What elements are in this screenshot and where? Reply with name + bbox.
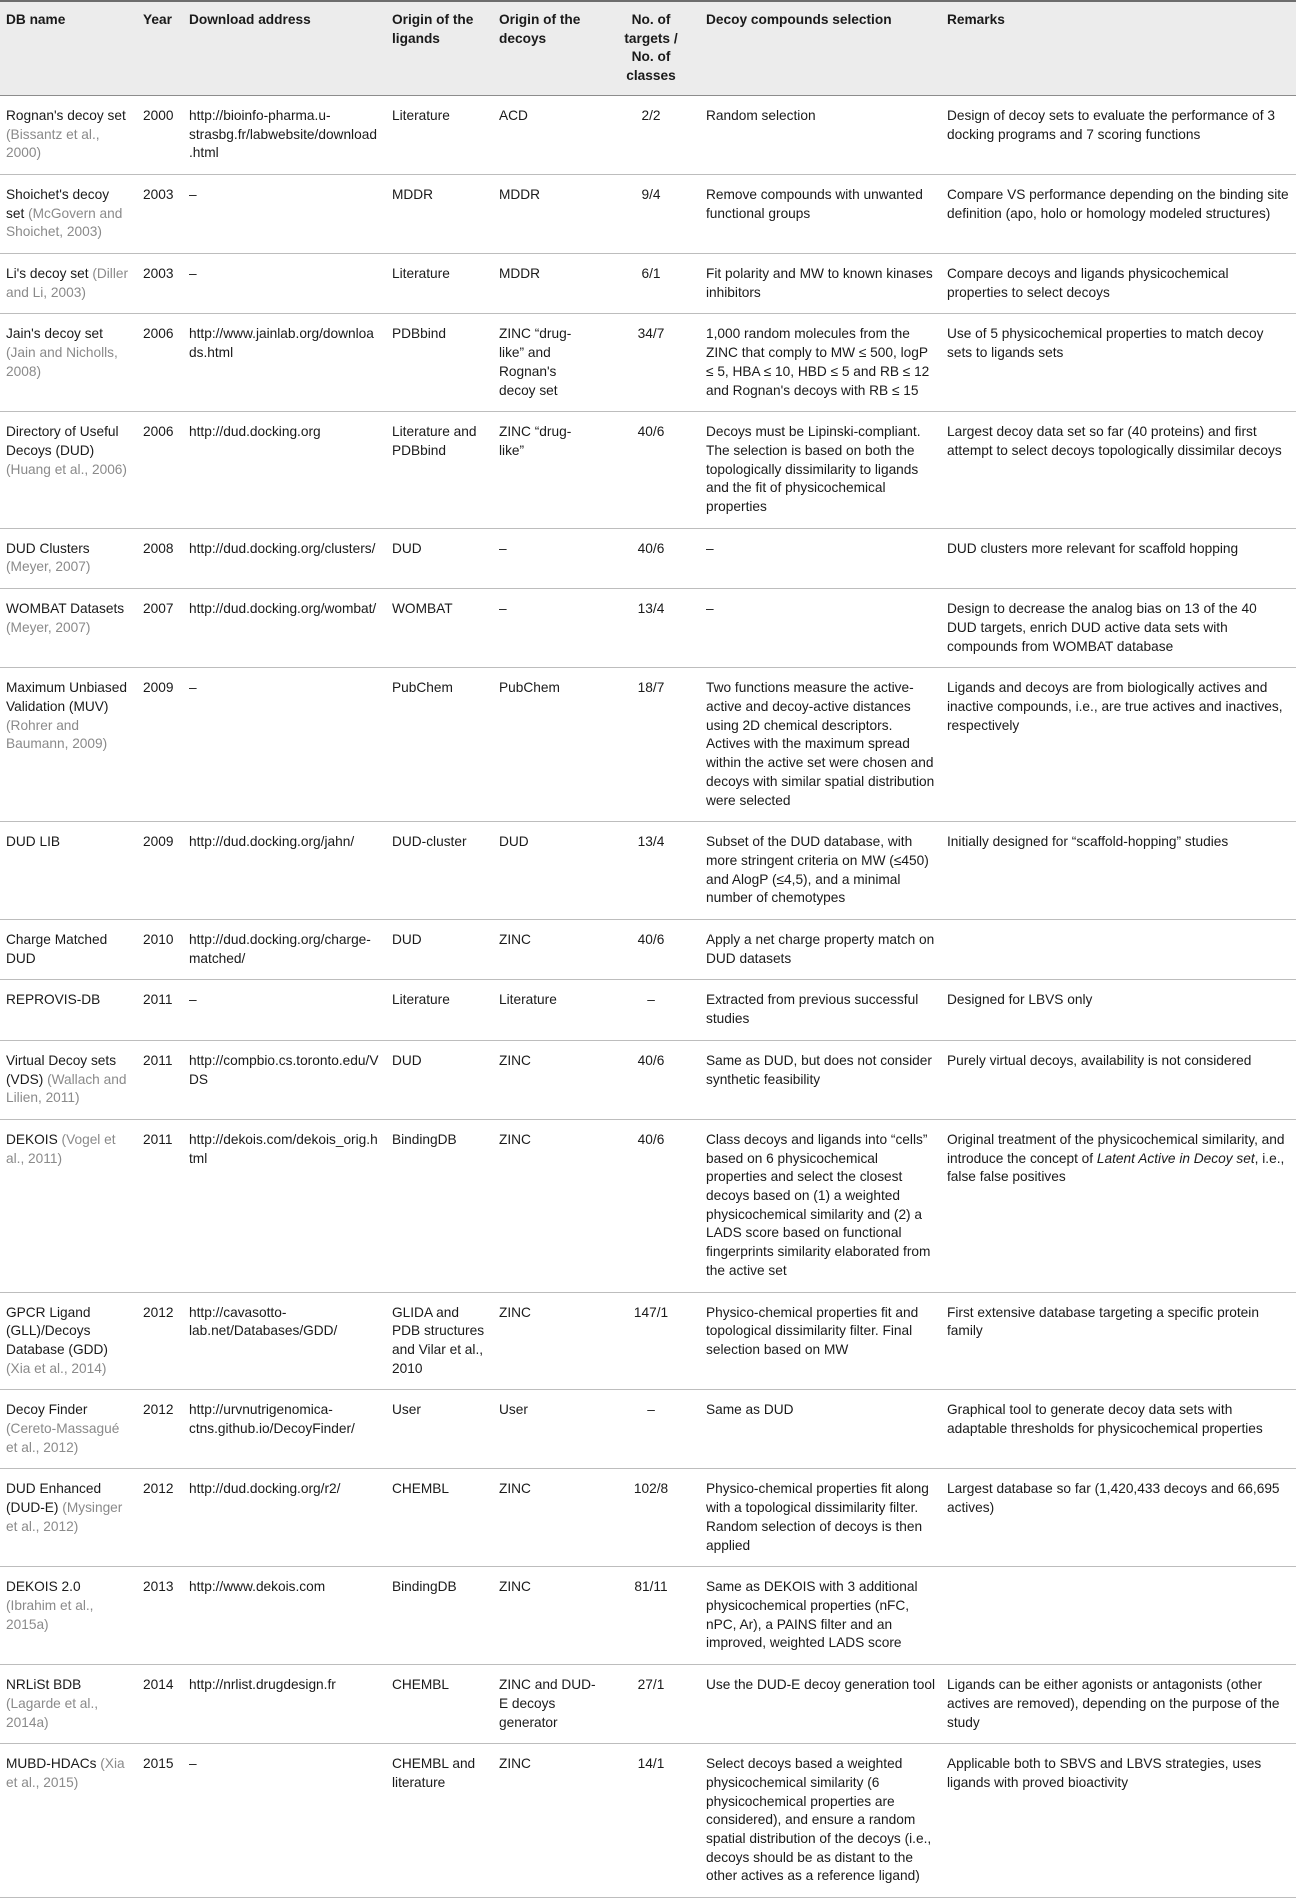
cell-decoy-origin: ZINC bbox=[493, 1567, 602, 1665]
cell-download-address[interactable]: http://dud.docking.org/jahn/ bbox=[183, 822, 386, 920]
column-header-text: Decoy compounds selection bbox=[706, 12, 892, 27]
cell-db-name bbox=[0, 314, 137, 412]
header-row bbox=[0, 1, 1296, 95]
db-name-text: Rognan's decoy set bbox=[6, 107, 126, 123]
cell-remarks bbox=[941, 822, 1296, 920]
cell-remarks bbox=[941, 1040, 1296, 1119]
table-row bbox=[0, 254, 1296, 314]
column-header-text: No. of targets / bbox=[624, 12, 678, 46]
column-header-text: Origin of the bbox=[499, 12, 581, 27]
cell-decoy-selection: Random selection bbox=[700, 95, 941, 174]
cell-remarks bbox=[941, 1567, 1296, 1665]
cell-decoy-origin: Literature bbox=[493, 980, 602, 1040]
cell-download-address[interactable]: http://dud.docking.org bbox=[183, 412, 386, 529]
remarks-text: Largest decoy data set so far (40 proteins) and first attempt to select decoys topologically dissimilar decoys bbox=[947, 424, 1282, 458]
cell-db-name bbox=[0, 528, 137, 588]
cell-ligand-origin: DUD bbox=[386, 920, 493, 980]
table-row bbox=[0, 1469, 1296, 1567]
remarks-text: Graphical tool to generate decoy data sets with adaptable thresholds for physicochemical properties bbox=[947, 1402, 1263, 1437]
db-name-text: Decoy Finder bbox=[6, 1402, 88, 1418]
db-name-text: Jain's decoy set bbox=[6, 326, 103, 342]
cell-decoy-selection: Same as DEKOIS with 3 additional physicochemical properties (nFC, nPC, Ar), a PAINS filter and an improved, weighted LADS score bbox=[700, 1567, 941, 1665]
cell-db-name bbox=[0, 1292, 137, 1390]
cell-decoy-selection: Decoys must be Lipinski-compliant. The selection is based on both the topologically dissimilarity to ligands and the fit of physicochemical properties bbox=[700, 412, 941, 529]
column-header-year bbox=[137, 1, 183, 95]
citation-link[interactable]: (Ibrahim et al., 2015a) bbox=[6, 1598, 94, 1632]
table-row bbox=[0, 1567, 1296, 1665]
cell-remarks bbox=[941, 1390, 1296, 1469]
cell-ligand-origin: BindingDB bbox=[386, 1119, 493, 1292]
citation-link[interactable]: (Vogel et al., 2011) bbox=[6, 1131, 116, 1166]
cell-ligand-origin: CHEMBL bbox=[386, 1665, 493, 1744]
column-header-text: No. of classes bbox=[626, 49, 676, 84]
table-row bbox=[0, 174, 1296, 253]
column-header-targets bbox=[602, 1, 700, 95]
cell-targets-classes: 27/1 bbox=[602, 1665, 700, 1744]
cell-download-address[interactable]: – bbox=[183, 1744, 386, 1898]
cell-year: 2006 bbox=[137, 314, 183, 412]
cell-db-name bbox=[0, 412, 137, 529]
cell-remarks bbox=[941, 1744, 1296, 1898]
column-header-decoys bbox=[493, 1, 602, 95]
cell-download-address[interactable]: http://compbio.cs.toronto.edu/VDS bbox=[183, 1040, 386, 1119]
column-header-name bbox=[0, 1, 137, 95]
cell-download-address[interactable]: http://bioinfo-pharma.u-strasbg.fr/labwebsite/download.html bbox=[183, 95, 386, 174]
table-row bbox=[0, 1292, 1296, 1390]
cell-remarks bbox=[941, 254, 1296, 314]
column-header-text: Download address bbox=[189, 12, 311, 27]
table-row bbox=[0, 1119, 1296, 1292]
cell-decoy-selection: Use the DUD-E decoy generation tool bbox=[700, 1665, 941, 1744]
cell-targets-classes: 6/1 bbox=[602, 254, 700, 314]
cell-decoy-selection: Fit polarity and MW to known kinases inhibitors bbox=[700, 254, 941, 314]
cell-remarks bbox=[941, 668, 1296, 822]
cell-remarks bbox=[941, 1469, 1296, 1567]
column-header-text: DB name bbox=[6, 12, 66, 27]
cell-download-address[interactable]: http://dud.docking.org/charge-matched/ bbox=[183, 920, 386, 980]
cell-db-name bbox=[0, 980, 137, 1040]
citation-link[interactable]: (Meyer, 2007) bbox=[6, 559, 91, 575]
cell-decoy-selection: Same as DUD bbox=[700, 1390, 941, 1469]
db-name-text: Li's decoy set bbox=[6, 266, 93, 282]
remarks-italic-term: Latent Active in Decoy set bbox=[1096, 1150, 1255, 1166]
citation-link[interactable]: (Cereto-Massagué et al., 2012) bbox=[6, 1421, 120, 1455]
cell-decoy-origin: ZINC bbox=[493, 1292, 602, 1390]
remarks-text: Purely virtual decoys, availability is not considered bbox=[947, 1052, 1252, 1068]
remarks-text: Original treatment of the physicochemical similarity, and introduce the concept of bbox=[947, 1131, 1285, 1166]
db-name-text: Virtual Decoy sets (VDS) bbox=[6, 1052, 117, 1087]
table-row bbox=[0, 980, 1296, 1040]
cell-decoy-selection: Subset of the DUD database, with more stringent criteria on MW (≤450) and AlogP (≤4,5), and a minimal number of chemotypes bbox=[700, 822, 941, 920]
cell-download-address[interactable]: http://www.dekois.com bbox=[183, 1567, 386, 1665]
citation-link[interactable]: (Xia et al., 2014) bbox=[6, 1360, 107, 1376]
remarks-text: Applicable both to SBVS and LBVS strategies, uses ligands with proved bioactivity bbox=[947, 1756, 1262, 1790]
db-name-text: DUD Enhanced (DUD-E) bbox=[6, 1481, 102, 1516]
db-name-text: REPROVIS-DB bbox=[6, 992, 101, 1008]
cell-year: 2008 bbox=[137, 528, 183, 588]
cell-targets-classes: 14/1 bbox=[602, 1744, 700, 1898]
cell-remarks bbox=[941, 314, 1296, 412]
cell-targets-classes: 40/6 bbox=[602, 920, 700, 980]
citation-link[interactable]: (Huang et al., 2006) bbox=[6, 461, 127, 477]
table-row bbox=[0, 95, 1296, 174]
cell-download-address[interactable]: – bbox=[183, 174, 386, 253]
cell-year: 2013 bbox=[137, 1567, 183, 1665]
cell-decoy-selection: Remove compounds with unwanted functional groups bbox=[700, 174, 941, 253]
cell-decoy-selection: Two functions measure the active-active and decoy-active distances using 2D chemical descriptors. Actives with the maximum spread within the active set were chosen and decoys with similar spatial distribution were selected bbox=[700, 668, 941, 822]
db-name-text: WOMBAT Datasets bbox=[6, 601, 125, 617]
citation-link[interactable]: (Rohrer and Baumann, 2009) bbox=[6, 717, 108, 752]
cell-db-name bbox=[0, 1390, 137, 1469]
cell-db-name bbox=[0, 174, 137, 253]
cell-download-address[interactable]: http://cavasotto-lab.net/Databases/GDD/ bbox=[183, 1292, 386, 1390]
db-name-text: DUD LIB bbox=[6, 834, 61, 850]
cell-ligand-origin: CHEMBL bbox=[386, 1469, 493, 1567]
cell-decoy-origin: User bbox=[493, 1390, 602, 1469]
cell-decoy-origin: ZINC bbox=[493, 1040, 602, 1119]
cell-decoy-origin: ZINC bbox=[493, 1119, 602, 1292]
cell-db-name bbox=[0, 1040, 137, 1119]
column-header-text: Origin of the bbox=[392, 12, 474, 27]
cell-decoy-selection: Apply a net charge property match on DUD datasets bbox=[700, 920, 941, 980]
cell-ligand-origin: Literature bbox=[386, 95, 493, 174]
remarks-text: Design of decoy sets to evaluate the performance of 3 docking programs and 7 scoring functions bbox=[947, 107, 1275, 142]
citation-link[interactable]: (Wallach and Lilien, 2011) bbox=[6, 1071, 127, 1106]
cell-db-name bbox=[0, 95, 137, 174]
cell-db-name bbox=[0, 920, 137, 980]
remarks-text: First extensive database targeting a specific protein family bbox=[947, 1304, 1259, 1339]
cell-remarks bbox=[941, 589, 1296, 668]
table-row bbox=[0, 920, 1296, 980]
cell-decoy-origin: PubChem bbox=[493, 668, 602, 822]
column-header-address bbox=[183, 1, 386, 95]
cell-decoy-origin: ZINC bbox=[493, 1744, 602, 1898]
cell-db-name bbox=[0, 1469, 137, 1567]
cell-targets-classes: 9/4 bbox=[602, 174, 700, 253]
cell-ligand-origin: User bbox=[386, 1390, 493, 1469]
cell-remarks bbox=[941, 980, 1296, 1040]
cell-decoy-origin: ZINC bbox=[493, 920, 602, 980]
cell-remarks bbox=[941, 1665, 1296, 1744]
cell-targets-classes: 18/7 bbox=[602, 668, 700, 822]
table-row bbox=[0, 822, 1296, 920]
table-row bbox=[0, 1665, 1296, 1744]
column-header-text: decoys bbox=[499, 30, 547, 46]
cell-year: 2006 bbox=[137, 412, 183, 529]
cell-db-name bbox=[0, 1119, 137, 1292]
remarks-text: Designed for LBVS only bbox=[947, 992, 1093, 1008]
cell-remarks bbox=[941, 412, 1296, 529]
cell-ligand-origin: DUD bbox=[386, 528, 493, 588]
db-name-text: Shoichet's decoy set bbox=[6, 186, 110, 221]
cell-download-address[interactable]: – bbox=[183, 980, 386, 1040]
db-name-text: GPCR Ligand (GLL)/Decoys Database (GDD) bbox=[6, 1304, 108, 1357]
table-row bbox=[0, 1390, 1296, 1469]
cell-download-address[interactable]: http://dud.docking.org/clusters/ bbox=[183, 528, 386, 588]
cell-targets-classes: 147/1 bbox=[602, 1292, 700, 1390]
citation-link[interactable]: (Meyer, 2007) bbox=[6, 619, 91, 635]
column-header-selection bbox=[700, 1, 941, 95]
table-row bbox=[0, 314, 1296, 412]
cell-ligand-origin: DUD bbox=[386, 1040, 493, 1119]
table-row bbox=[0, 528, 1296, 588]
cell-year: 2010 bbox=[137, 920, 183, 980]
cell-decoy-origin: ACD bbox=[493, 95, 602, 174]
remarks-text: Compare decoys and ligands physicochemical properties to select decoys bbox=[947, 266, 1229, 300]
citation-link[interactable]: (McGovern and Shoichet, 2003) bbox=[6, 205, 123, 240]
cell-db-name bbox=[0, 1567, 137, 1665]
citation-link[interactable]: (Lagarde et al., 2014a) bbox=[6, 1695, 99, 1730]
cell-decoy-selection: Physico-chemical properties fit and topological dissimilarity filter. Final selection based on MW bbox=[700, 1292, 941, 1390]
cell-ligand-origin: PDBbind bbox=[386, 314, 493, 412]
cell-db-name bbox=[0, 822, 137, 920]
cell-remarks bbox=[941, 528, 1296, 588]
cell-targets-classes: 40/6 bbox=[602, 1119, 700, 1292]
table-row bbox=[0, 668, 1296, 822]
cell-db-name bbox=[0, 589, 137, 668]
cell-download-address[interactable]: – bbox=[183, 254, 386, 314]
cell-year: 2009 bbox=[137, 668, 183, 822]
cell-targets-classes: 13/4 bbox=[602, 589, 700, 668]
db-name-text: Charge Matched DUD bbox=[6, 932, 108, 966]
cell-download-address[interactable]: – bbox=[183, 668, 386, 822]
cell-ligand-origin: Literature bbox=[386, 254, 493, 314]
citation-link[interactable]: (Diller and Li, 2003) bbox=[6, 266, 129, 300]
cell-db-name bbox=[0, 1665, 137, 1744]
remarks-text: Ligands and decoys are from biologically actives and inactive compounds, i.e., are true actives and inactives, respectively bbox=[947, 680, 1283, 733]
table-row bbox=[0, 412, 1296, 529]
db-name-text: MUBD-HDACs bbox=[6, 1756, 101, 1772]
db-name-text: Maximum Unbiased Validation (MUV) bbox=[6, 680, 127, 714]
cell-decoy-origin: – bbox=[493, 589, 602, 668]
cell-year: 2012 bbox=[137, 1469, 183, 1567]
db-name-text: Directory of Useful Decoys (DUD) bbox=[6, 424, 119, 458]
cell-remarks bbox=[941, 174, 1296, 253]
cell-ligand-origin: CHEMBL and literature bbox=[386, 1744, 493, 1898]
cell-download-address[interactable]: http://nrlist.drugdesign.fr bbox=[183, 1665, 386, 1744]
table-row bbox=[0, 1040, 1296, 1119]
cell-year: 2000 bbox=[137, 95, 183, 174]
cell-targets-classes: 40/6 bbox=[602, 1040, 700, 1119]
cell-ligand-origin: BindingDB bbox=[386, 1567, 493, 1665]
cell-db-name bbox=[0, 254, 137, 314]
cell-year: 2011 bbox=[137, 1119, 183, 1292]
cell-decoy-selection: Same as DUD, but does not consider synthetic feasibility bbox=[700, 1040, 941, 1119]
cell-year: 2003 bbox=[137, 174, 183, 253]
cell-targets-classes: 81/11 bbox=[602, 1567, 700, 1665]
remarks-text: Compare VS performance depending on the binding site definition (apo, holo or homology modeled structures) bbox=[947, 186, 1289, 221]
column-header-text: Year bbox=[143, 12, 172, 27]
cell-decoy-origin: ZINC “drug-like” bbox=[493, 412, 602, 529]
cell-decoy-origin: ZINC and DUD-E decoys generator bbox=[493, 1665, 602, 1744]
citation-link[interactable]: (Jain and Nicholls, 2008) bbox=[6, 345, 118, 379]
cell-ligand-origin: PubChem bbox=[386, 668, 493, 822]
cell-decoy-origin: – bbox=[493, 528, 602, 588]
cell-ligand-origin: DUD-cluster bbox=[386, 822, 493, 920]
cell-ligand-origin: MDDR bbox=[386, 174, 493, 253]
cell-decoy-selection: Class decoys and ligands into “cells” based on 6 physicochemical properties and select the closest decoys based on (1) a weighted physicochemical similarity and (2) a LADS score based on functional fingerprints similarity elaborated from the active set bbox=[700, 1119, 941, 1292]
cell-decoy-origin: MDDR bbox=[493, 254, 602, 314]
cell-targets-classes: 13/4 bbox=[602, 822, 700, 920]
table-row bbox=[0, 1744, 1296, 1898]
cell-year: 2009 bbox=[137, 822, 183, 920]
cell-download-address[interactable]: http://urvnutrigenomica-ctns.github.io/DecoyFinder/ bbox=[183, 1390, 386, 1469]
column-header-text: ligands bbox=[392, 30, 440, 46]
db-name-text: DUD Clusters bbox=[6, 540, 90, 556]
cell-ligand-origin: WOMBAT bbox=[386, 589, 493, 668]
cell-year: 2011 bbox=[137, 1040, 183, 1119]
cell-remarks bbox=[941, 920, 1296, 980]
cell-decoy-selection: Physico-chemical properties fit along with a topological dissimilarity filter. Random selection of decoys is then applied bbox=[700, 1469, 941, 1567]
cell-download-address[interactable]: http://www.jainlab.org/downloads.html bbox=[183, 314, 386, 412]
citation-link[interactable]: (Bissantz et al., 2000) bbox=[6, 126, 100, 161]
cell-remarks bbox=[941, 95, 1296, 174]
cell-targets-classes: 102/8 bbox=[602, 1469, 700, 1567]
cell-decoy-selection: Select decoys based a weighted physicochemical similarity (6 physicochemical properties are considered), and ensure a random spatial distribution of the decoys (i.e., decoys should be as distant to the other actives as a reference ligand) bbox=[700, 1744, 941, 1898]
cell-decoy-origin: DUD bbox=[493, 822, 602, 920]
cell-decoy-origin: MDDR bbox=[493, 174, 602, 253]
db-name-text: DEKOIS 2.0 bbox=[6, 1579, 81, 1595]
table-body bbox=[0, 95, 1296, 1897]
cell-decoy-selection: – bbox=[700, 589, 941, 668]
cell-decoy-selection: Extracted from previous successful studies bbox=[700, 980, 941, 1040]
cell-year: 2012 bbox=[137, 1292, 183, 1390]
cell-targets-classes: 2/2 bbox=[602, 95, 700, 174]
cell-ligand-origin: Literature bbox=[386, 980, 493, 1040]
cell-year: 2015 bbox=[137, 1744, 183, 1898]
cell-year: 2014 bbox=[137, 1665, 183, 1744]
cell-targets-classes: – bbox=[602, 1390, 700, 1469]
column-header-ligands bbox=[386, 1, 493, 95]
cell-ligand-origin: Literature and PDBbind bbox=[386, 412, 493, 529]
cell-download-address[interactable]: http://dud.docking.org/wombat/ bbox=[183, 589, 386, 668]
citation-link[interactable]: (Xia et al., 2015) bbox=[6, 1756, 125, 1790]
cell-download-address[interactable]: http://dekois.com/dekois_orig.html bbox=[183, 1119, 386, 1292]
cell-targets-classes: 40/6 bbox=[602, 412, 700, 529]
cell-db-name bbox=[0, 668, 137, 822]
cell-year: 2011 bbox=[137, 980, 183, 1040]
db-name-text: DEKOIS bbox=[6, 1131, 62, 1147]
cell-targets-classes: 34/7 bbox=[602, 314, 700, 412]
remarks-text: Ligands can be either agonists or antagonists (other actives are removed), depending on the purpose of the study bbox=[947, 1677, 1280, 1730]
cell-targets-classes: – bbox=[602, 980, 700, 1040]
remarks-text: Use of 5 physicochemical properties to match decoy sets to ligands sets bbox=[947, 326, 1264, 361]
remarks-text: Largest database so far (1,420,433 decoys and 66,695 actives) bbox=[947, 1481, 1280, 1516]
cell-year: 2012 bbox=[137, 1390, 183, 1469]
cell-db-name bbox=[0, 1744, 137, 1898]
cell-remarks bbox=[941, 1292, 1296, 1390]
remarks-text-tail: , i.e., false false positives bbox=[947, 1150, 1285, 1185]
cell-ligand-origin: GLIDA and PDB structures and Vilar et al., 2010 bbox=[386, 1292, 493, 1390]
remarks-text: Initially designed for “scaffold-hopping” studies bbox=[947, 834, 1229, 850]
cell-decoy-origin: ZINC “drug-like” and Rognan's decoy set bbox=[493, 314, 602, 412]
cell-year: 2007 bbox=[137, 589, 183, 668]
column-header-text: Remarks bbox=[947, 12, 1005, 27]
column-header-remarks bbox=[941, 1, 1296, 95]
cell-year: 2003 bbox=[137, 254, 183, 314]
citation-link[interactable]: (Mysinger et al., 2012) bbox=[6, 1500, 123, 1534]
cell-decoy-selection: 1,000 random molecules from the ZINC that comply to MW ≤ 500, logP ≤ 5, HBA ≤ 10, HBD ≤ 5 and RB ≤ 12 and Rognan's decoys with RB ≤ 15 bbox=[700, 314, 941, 412]
cell-decoy-origin: ZINC bbox=[493, 1469, 602, 1567]
table-row bbox=[0, 589, 1296, 668]
db-name-text: NRLiSt BDB bbox=[6, 1677, 82, 1693]
cell-remarks bbox=[941, 1119, 1296, 1292]
cell-download-address[interactable]: http://dud.docking.org/r2/ bbox=[183, 1469, 386, 1567]
remarks-text: DUD clusters more relevant for scaffold hopping bbox=[947, 540, 1239, 556]
cell-targets-classes: 40/6 bbox=[602, 528, 700, 588]
cell-decoy-selection: – bbox=[700, 528, 941, 588]
remarks-text: Design to decrease the analog bias on 13 of the 40 DUD targets, enrich DUD active data sets with compounds from WOMBAT database bbox=[947, 601, 1257, 654]
